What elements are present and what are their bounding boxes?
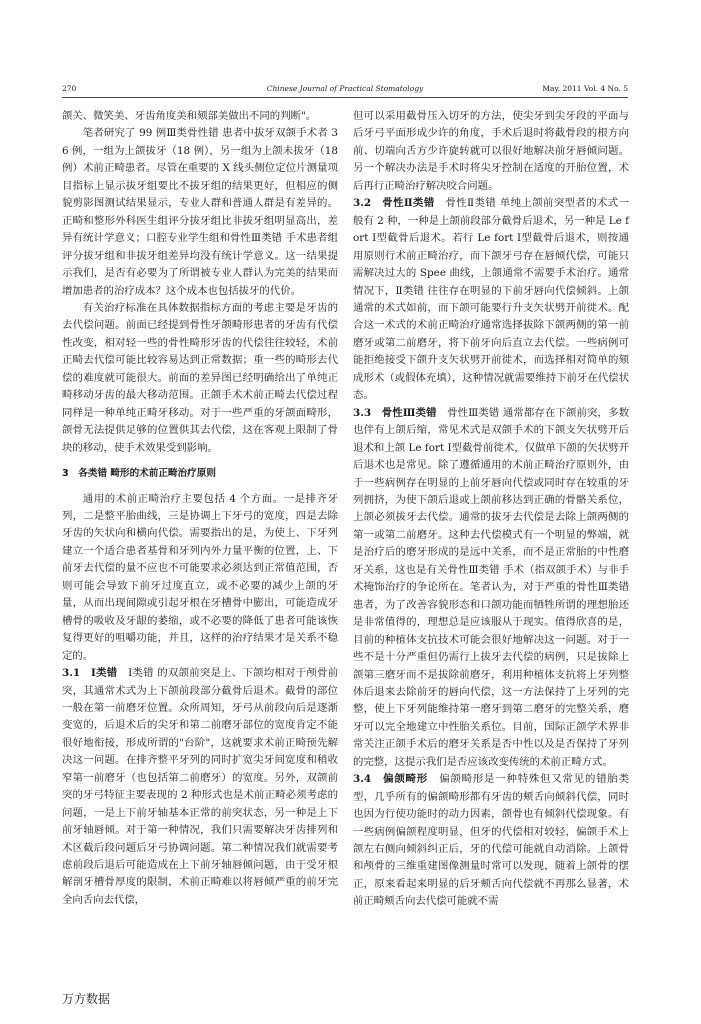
paragraph [353, 771, 629, 911]
paragraph: 但可以采用截骨压入切牙的方法，使尖牙到尖牙段的平面与后牙弓平面形成少许的角度，手术后退时将截骨段的根方向前、切端向舌方少许旋转就可以很好地解决前牙唇倾问题。另一个解决办法是手术时将尖牙控制在适度的开胎位置，术后再行正畸治疗解决咬合问题。 [353, 110, 629, 192]
paragraph: 通用的术前正畸治疗主要包括 4 个方面。一是排齐牙列，二是整平胎曲线，三是协调上下牙弓的宽度，四是去除牙齿的矢状向和横向代偿。需要指出的是，为使上、下牙列建立一个适合患者基骨和牙列内外力量平衡的位置，上、下前牙去代偿的量不应也不可能要求必须达到正常值范围，否则可能会导致下前牙过度直立，或不必要的减少上颌的牙量，从而出现间隙或引起牙根在牙槽骨中膨出，可能造成牙槽骨的吸收及牙龈的萎缩，或不必要的降低了患者可能该恢复得更好的咀嚼功能，并且，这样的治疗结果才是关系不稳定的。 [62, 492, 338, 662]
running-header [62, 84, 628, 96]
journal-title: Chinese Journal of Practical Stomatology [266, 84, 424, 93]
paragraph [353, 195, 629, 404]
paragraph [353, 405, 629, 772]
paragraph: 有关治疗标准在具体数据指标方面的考虑主要是牙齿的去代偿问题。前面已经提到骨性牙颌畸形患者的牙齿有代偿性改变，相对轻一些的骨性畸形牙齿的代偿往往较轻，术前正畸去代偿可能比较容易达到正常数据；重一些的畸形去代偿的难度就可能很大。前面的差异图已经明确给出了单纯正畸移动牙齿的最大移动范围。正颌手术术前正畸去代偿过程同样是一种单纯正畸牙移动。对于一些严重的牙颌面畸形，颌骨无法提供足够的位置供其去代偿，这在客观上限制了骨块的移动，使手术效果受到影响。 [62, 301, 338, 454]
subsection-heading: 3.4 偏颌畸形 [353, 773, 428, 786]
paragraph-text: 偏颌畸形是一种特殊但又常见的错胎类型，几乎所有的偏颌畸形都有牙齿的颊舌向倾斜代偿，同时也因为行使功能时的动力因素，颌骨也有倾斜代偿现象。有一些病例偏颌程度明显，但牙的代偿相对较轻，偏颌手术上颌左右侧向倾斜纠正后，牙的代偿可能就自动消除。上颌骨和颅骨的三维重建图像测量时常可以发现，随着上颌骨的摆正，原来看起来明显的后牙颊舌向代偿就不再那么显著，术前正畸颊舌向去代偿可能就不需 [353, 773, 630, 908]
page-number: 270 [62, 84, 77, 93]
paragraph: 笔者研究了 99 例Ⅲ类骨性错 患者中拔牙双颌手术者 36 例，一组为上颌拔牙（18 例），另一组为上颌未拔牙（18 例）术前正畸患者。尽管在重要的 X 线头侧位定位片测量项目指标上显示拔牙组要比不拔牙组的结果更好，但相应的侧貌剪影图测试结果显示，专业人群和普通人群是有差异的。正畸和整形外科医生组评分拔牙组比非拔牙组明显高出，差异有统计学意义；口腔专业学生组和骨性Ⅲ类错 手术患者组评分拔牙组和非拔牙组差异均没有统计学意义。这一结果提示我们，是否有必要为了所谓被专业人群认为完美的结果而增加患者的治疗成本？这个成本也包括拔牙的代价。 [62, 127, 338, 297]
watermark-footer: 万方数据 [62, 992, 111, 1006]
left-column [62, 108, 338, 909]
header-rule [62, 97, 628, 98]
subsection-heading: 3.3 骨性Ⅲ类错 [353, 406, 437, 419]
subsection-heading: 3.1 Ⅰ类错 [62, 667, 118, 680]
paragraph-text: Ⅰ类错 的双颌前突是上、下颌均相对于颅骨前突，其通常术式为上下颌前段部分截骨后退术。截骨的部位一般在第一前磨牙位置。众所周知，牙弓从前段向后是逐渐变宽的，后退术后的尖牙和第二前磨牙部位的宽度肯定不能很好地衔接，形成所谓的"台阶"，这就要求术前正畸预先解决这一问题。在排齐整平牙列的同时扩宽尖牙间宽度和稍收窄第一前磨牙（也包括第二前磨牙）的宽度。另外，双颌前突的牙弓特征主要表现的 2 种形式也是术前正畸必须考虑的问题，一是上下前牙轴基本正常的前突状态，另一种是上下前牙轴唇倾。对于第一种情况，我们只需要解决牙齿排列和术区截后段问题后牙弓协调问题。第二种情况我们就需要考虑前段后退后可能造成在上下前牙轴唇倾问题，由于受牙根解剖牙槽骨厚度的限制，术前正畸难以将唇倾严重的前牙完全向舌向去代偿， [62, 667, 339, 906]
subsection-heading: 3.2 骨性Ⅱ类错 [353, 197, 435, 210]
section-heading: 3 各类错 畸形的术前正畸治疗原则 [62, 468, 216, 480]
paragraph [62, 665, 338, 909]
paragraph-text: 骨性Ⅲ类错 通常都存在下颌前突，多数也伴有上颌后缩，常见术式是双颌手术的下颌支矢状劈开后退术和上颌 Le fort Ⅰ型截骨前徙术，仅做单下颌的矢状劈开后退术也是常见。除了遵循通用的术前正畸治疗原则外，由于一些病例存在明显的上前牙唇向代偿或同时存在较重的牙列拥挤，为使下颌后退或上颌前移达到正确的骨骼关系位，上颌必须拔牙去代偿。通常的拔牙去代偿是去除上颌两侧的第一或第二前磨牙。这种去代偿模式有一个明显的弊端，就是治疗后的磨牙形成的是远中关系，而不是正常胎的中性磨牙关系，这也是有关骨性Ⅲ类错 手术（指双颌手术）与非手术掩饰治疗的争论所在。笔者认为，对于严重的骨性Ⅲ类错 患者，为了改善容貌形态和口颌功能而牺牲所谓的理想胎还是非常值得的，理想总是应该服从于现实。值得欣喜的是，目前的种植体支抗技术可能会很好地解决这一问题。对于一些不是十分严重但仍需行上拔牙去代偿的病例，只是拔除上颌第三磨牙而不是拔除前磨牙，利用种植体支抗将上牙列整体后退来去除前牙的唇向代偿，这一方法保持了上牙列的完整，使上下牙列能维持第一磨牙到第二磨牙的完整关系，磨牙可以完全地建立中性胎关系位。目前，国际正颌学术界非常关注正颌手术后的磨牙关系是否中性以及是否保持了牙列的完整，这提示我们是否应该改变传统的术前正畸方式。 [353, 406, 630, 768]
paragraph: 颌关、微笑美、牙齿角度美和颏部美做出不同的判断"。 [62, 110, 317, 122]
right-column [353, 108, 629, 911]
issue-info: May. 2011 Vol. 4 No. 5 [542, 84, 628, 93]
paragraph-text: 骨性Ⅱ类错 单纯上颌前突型者的术式一般有 2 种，一种是上颌前段部分截骨后退术，另一种是 Le fort Ⅰ型截骨后退术。若行 Le fort Ⅰ型截骨后退术，则按通用原则行术前正畸治疗，而下颌牙弓存在唇倾代偿，可能只需解决过大的 Spee 曲线，上颌通常不需要手术治疗。通常情况下，Ⅱ类错 往往存在明显的下前牙唇向代偿倾斜。上颌通常的术式如前，而下颌可能要行升支矢状劈开前徙术。配合这一术式的术前正畸治疗通常选择拔除下颌两侧的第一前磨牙或第二前磨牙，将下前牙向后直立去代偿。一些病例可能拒绝接受下颌升支矢状劈开前徙术，而选择相对简单的颏成形术（或假体充填），这种情况就需要维持下前牙在代偿状态。 [353, 197, 629, 402]
